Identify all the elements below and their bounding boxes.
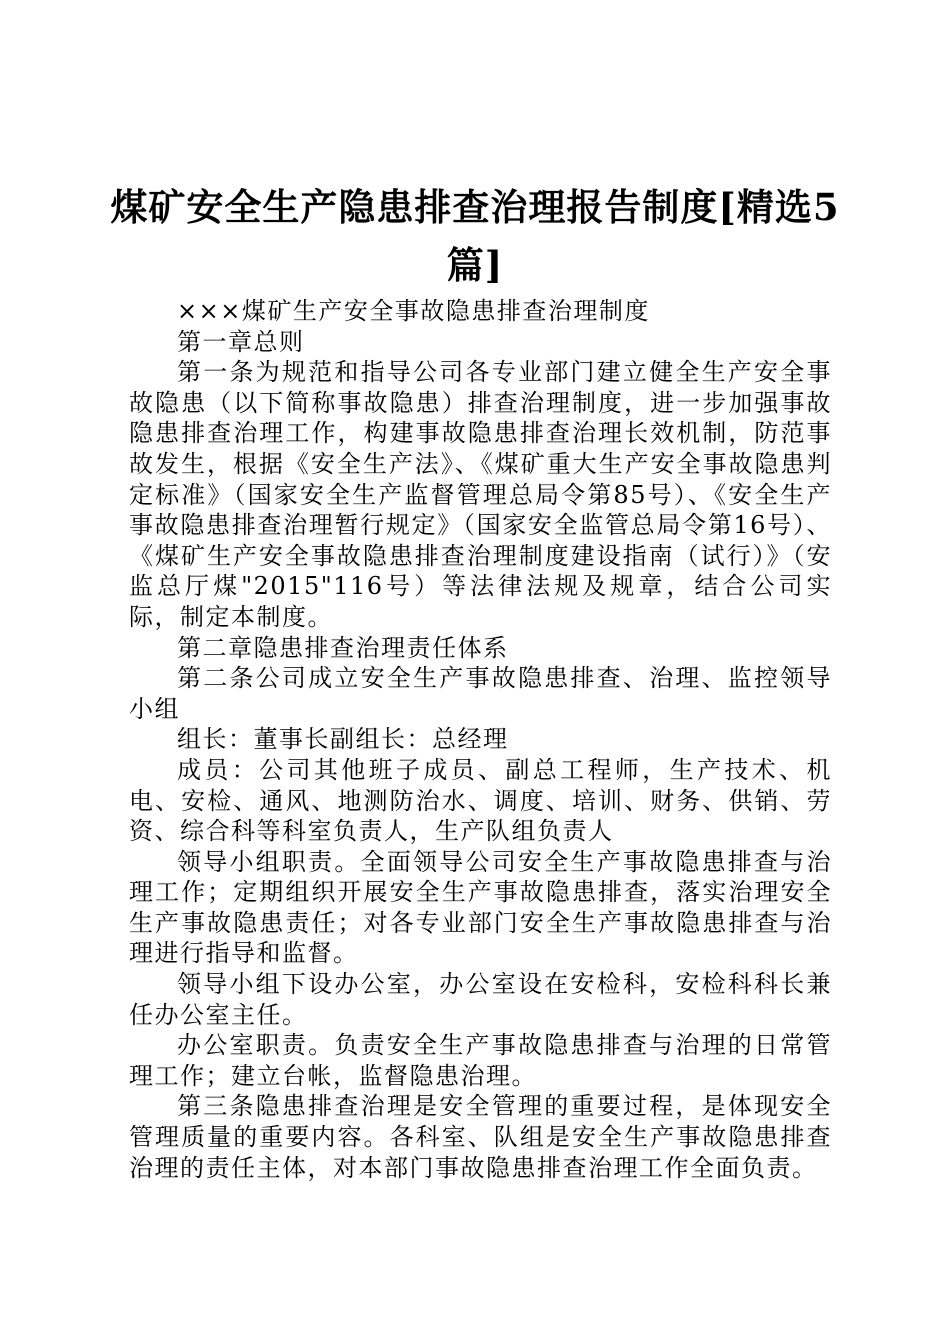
paragraph-article-2: 第二条公司成立安全生产事故隐患排查、治理、监控领导小组: [129, 664, 832, 723]
document-body: [129, 296, 832, 1183]
paragraph-group-members: 成员：公司其他班子成员、副总工程师，生产技术、机电、安检、通风、地测防治水、调度、培训、财务、供销、劳资、综合科等科室负责人，生产队组负责人: [129, 755, 832, 846]
paragraph-group-leader: 组长：董事长副组长：总经理: [177, 725, 509, 754]
paragraph-article-1: 第一条为规范和指导公司各专业部门建立健全生产安全事故隐患（以下简称事故隐患）排查治理制度，进一步加强事故隐患排查治理工作，构建事故隐患排查治理长效机制，防范事故发生，根据《安全生产法》、《煤矿重大生产安全事故隐患判定标准》（国家安全生产监督管理总局令第85号）、《安全生产事故隐患排查治理暂行规定》（国家安全监管总局令第16号）、《煤矿生产安全事故隐患排查治理制度建设指南（试行）》（安监总厅煤"2015"116号）等法律法规及规章，结合公司实际，制定本制度。: [129, 358, 832, 631]
paragraph-chapter-2: 第二章隐患排查治理责任体系: [177, 633, 509, 662]
paragraph-chapter-1: 第一章总则: [177, 327, 305, 356]
paragraph-subtitle: ×××煤矿生产安全事故隐患排查治理制度: [177, 297, 650, 325]
paragraph-office-setup: 领导小组下设办公室，办公室设在安检科，安检科科长兼任办公室主任。: [129, 970, 832, 1029]
paragraph-group-duties: 领导小组职责。全面领导公司安全生产事故隐患排查与治理工作；定期组织开展安全生产事故隐患排查，落实治理安全生产事故隐患责任；对各专业部门安全生产事故隐患排查与治理进行指导和监督。: [129, 847, 832, 968]
paragraph-office-duties: 办公室职责。负责安全生产事故隐患排查与治理的日常管理工作；建立台帐，监督隐患治理。: [129, 1031, 832, 1090]
document-title: 煤矿安全生产隐患排查治理报告制度[精选5篇]: [110, 185, 840, 287]
paragraph-article-3: 第三条隐患排查治理是安全管理的重要过程，是体现安全管理质量的重要内容。各科室、队组是安全生产事故隐患排查治理的责任主体，对本部门事故隐患排查治理工作全面负责。: [129, 1092, 832, 1182]
